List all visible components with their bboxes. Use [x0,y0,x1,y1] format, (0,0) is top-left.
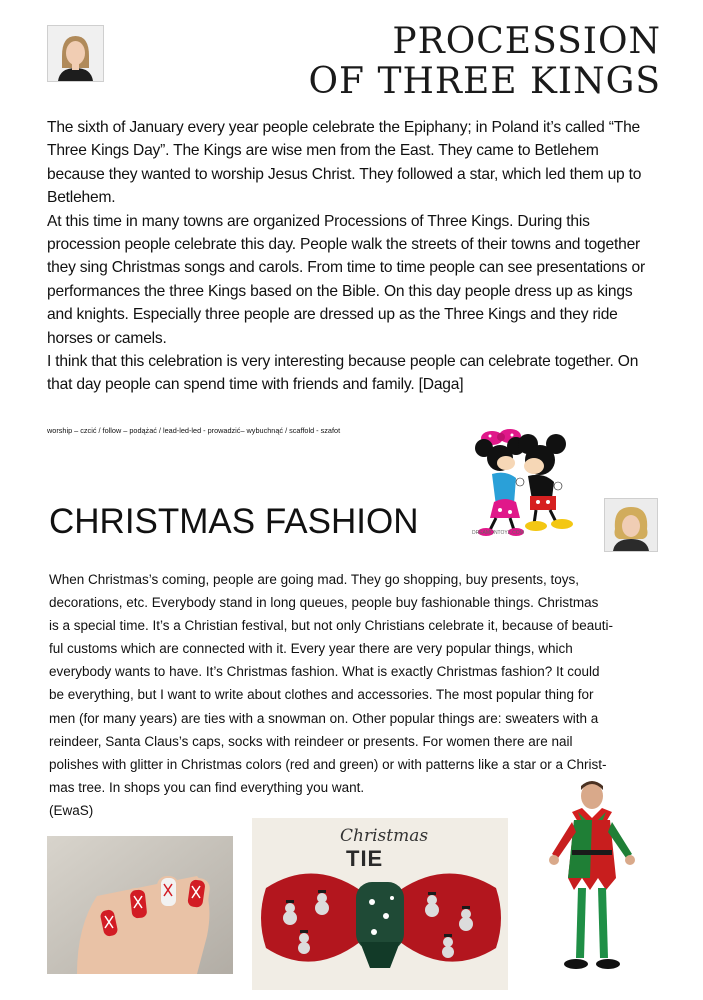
procession-title-line1: PROCESSION [392,21,661,62]
minnie-mickey-illustration [470,426,592,538]
tie-label-caps: TIE [346,846,384,871]
procession-paragraph-1: The sixth of January every year people celebrate the Epiphany; in Poland it’s called “The Three Kings Day”. The Kings are wise men from the East. They came to Betlehem because they wanted to worship Jesus Christ. They followed a star, which led them up to Betlehem. [47,119,642,207]
vocabulary-note: worship – czcić / follow – podążać / lead-led-led - prowadzić– wybuchnąć / scaffold - szafot [47,426,341,435]
christmas-tie-photo [252,818,508,990]
fashion-line: mas tree. In shops you can find everything you want. [49,779,365,795]
fashion-line: ful customs which are connected with it. Every year there are very popular things, which [49,641,573,657]
fashion-line: everybody wants to have. It’s Christmas fashion. What is exactly Christmas fashion? It could [49,664,600,680]
fashion-line: reindeer, Santa Claus’s caps, socks with reindeer or presents. For women there are nail [49,733,573,749]
author-photo-ewas [604,498,658,552]
christmas-fashion-title: CHRISTMAS FASHION [49,502,419,541]
procession-article [47,116,659,397]
procession-title [241,22,661,102]
fashion-line: men (for many years) are ties with a snowman on. Other popular things are: sweaters with a [49,710,599,726]
author-photo-daga [47,25,104,82]
procession-paragraph-2: At this time in many towns are organized Processions of Three Kings. During this procession people celebrate this day. People walk the streets of their towns and together they sing Christmas songs and carols. From time to time people can see presentations or performances the three Kings based on the Bible. On this day people dress up as kings and knights. Especially three people are dressed up as the Three Kings and they ride horses or camels. [47,212,645,347]
fashion-line: polishes with glitter in Christmas colors (red and green) or with patterns like a star or a Christ- [49,756,607,772]
fashion-author: (EwaS) [49,802,94,818]
christmas-nails-photo [47,836,233,974]
fashion-line: is a special time. It’s a Christian festival, but not only Christians celebrate it, because of beauti- [49,618,614,634]
elf-costume-photo [538,778,646,974]
fashion-line: be everything, but I want to write about clothes and accessories. The most popular thing for [49,687,594,703]
procession-title-line2: OF THREE KINGS [308,61,661,102]
tie-label-script: Christmas [340,826,429,846]
fashion-line: decorations, etc. Everybody stand in long queues, people buy fashionable things. Christmas [49,595,599,611]
illustration-credit: DREAMONTOYZ.COM [472,530,524,536]
fashion-line: When Christmas’s coming, people are going mad. They go shopping, buy presents, toys, [49,572,580,587]
procession-paragraph-3: I think that this celebration is very interesting because people can celebrate together. On that day people can spend time with friends and family. [Daga] [47,353,639,394]
